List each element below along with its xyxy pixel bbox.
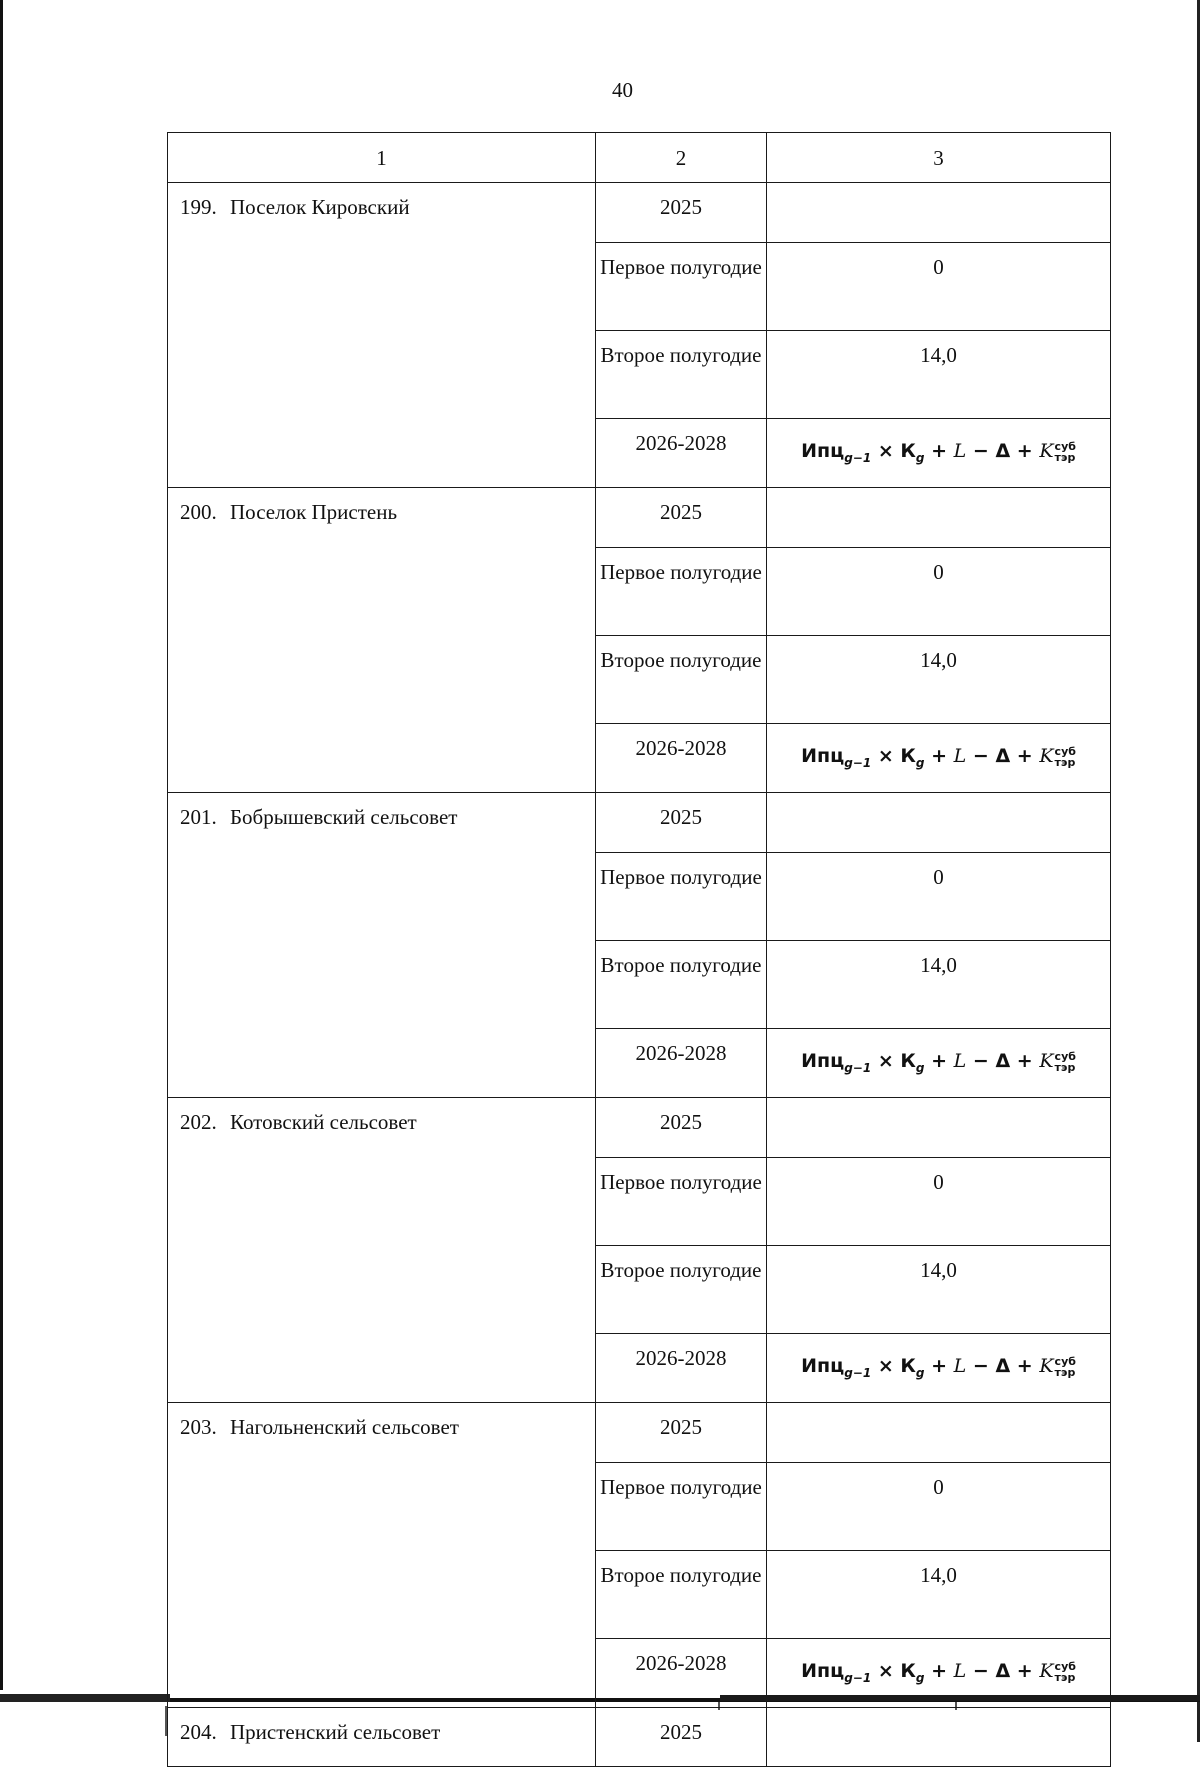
period-cell: 2025: [596, 1403, 767, 1463]
formula-delta: Δ: [995, 1355, 1011, 1377]
formula-plus: +: [931, 745, 948, 767]
formula-k: К: [900, 1660, 916, 1682]
formula-plus: +: [1016, 1050, 1033, 1072]
formula-times: ×: [877, 745, 894, 767]
period-cell: 2026-2028: [596, 724, 767, 793]
value-cell: [767, 793, 1111, 853]
table-row: [168, 183, 1111, 243]
formula-cell: [767, 1639, 1111, 1708]
formula-base: Ипц: [801, 1660, 845, 1682]
formula-times: ×: [877, 1050, 894, 1072]
formula-plus: +: [931, 1660, 948, 1682]
header-cell-2: 2: [596, 133, 767, 183]
formula-supsub: [1055, 1661, 1076, 1683]
row-number: 199.: [180, 195, 217, 219]
formula-kk: K: [1039, 440, 1054, 462]
formula-kk: K: [1039, 1050, 1054, 1072]
formula-minus: −: [972, 440, 989, 462]
value-cell: 0: [767, 243, 1111, 331]
formula-kk: K: [1039, 1355, 1054, 1377]
value-cell: 14,0: [767, 1246, 1111, 1334]
period-cell: Второе полугодие: [596, 1551, 767, 1639]
settlement-cell: [168, 793, 596, 1098]
table-row: [168, 488, 1111, 548]
formula-base: Ипц: [801, 745, 845, 767]
value-cell: 0: [767, 1158, 1111, 1246]
tariff-formula: [801, 742, 1076, 777]
value-cell: 14,0: [767, 331, 1111, 419]
period-cell: 2026-2028: [596, 1029, 767, 1098]
period-cell: 2026-2028: [596, 419, 767, 488]
formula-minus: −: [972, 1050, 989, 1072]
formula-base: Ипц: [801, 440, 845, 462]
formula-supsub: [1055, 441, 1076, 463]
formula-minus: −: [972, 745, 989, 767]
formula-l: L: [953, 1050, 967, 1072]
period-cell: 2025: [596, 1098, 767, 1158]
formula-cell: [767, 419, 1111, 488]
formula-times: ×: [877, 440, 894, 462]
formula-l: L: [953, 745, 967, 767]
settlement-name: Нагольненский сельсовет: [230, 1415, 459, 1439]
formula-l: L: [953, 440, 967, 462]
row-number: 203.: [180, 1415, 217, 1439]
formula-times: ×: [877, 1660, 894, 1682]
formula-sub: g: [915, 755, 925, 770]
formula-times: ×: [877, 1355, 894, 1377]
formula-plus: +: [1016, 745, 1033, 767]
table-row: [168, 1403, 1111, 1463]
formula-sub: g: [915, 1670, 925, 1685]
formula-cell: [767, 1029, 1111, 1098]
value-cell: 0: [767, 1463, 1111, 1551]
formula-supsub: [1055, 1051, 1076, 1073]
formula-delta: Δ: [995, 1660, 1011, 1682]
header-cell-1: 1: [168, 133, 596, 183]
formula-minus: −: [972, 1355, 989, 1377]
tariff-formula: [801, 1352, 1076, 1387]
formula-sub: тэр: [1054, 1365, 1076, 1379]
value-cell: [767, 1403, 1111, 1463]
header-cell-3: 3: [767, 133, 1111, 183]
formula-cell: [767, 724, 1111, 793]
formula-sub: тэр: [1054, 450, 1076, 464]
formula-delta: Δ: [995, 1050, 1011, 1072]
scan-left-edge: [0, 0, 3, 1690]
row-number: 200.: [180, 500, 217, 524]
table-row: [168, 1708, 1111, 1767]
formula-l: L: [953, 1660, 967, 1682]
period-cell: 2025: [596, 1708, 767, 1767]
period-cell: Первое полугодие: [596, 243, 767, 331]
formula-base: Ипц: [801, 1050, 845, 1072]
formula-plus: +: [1016, 1660, 1033, 1682]
formula-sub: тэр: [1054, 1670, 1076, 1684]
period-cell: Второе полугодие: [596, 1246, 767, 1334]
formula-plus: +: [931, 1355, 948, 1377]
formula-plus: +: [931, 1050, 948, 1072]
formula-cell: [767, 1334, 1111, 1403]
period-cell: Первое полугодие: [596, 853, 767, 941]
row-number: 202.: [180, 1110, 217, 1134]
period-cell: 2025: [596, 793, 767, 853]
formula-k: К: [900, 1050, 916, 1072]
settlement-name: Пристенский сельсовет: [230, 1720, 441, 1744]
settlement-name: Бобрышевский сельсовет: [230, 805, 458, 829]
formula-sub: g: [915, 1365, 925, 1380]
period-cell: Второе полугодие: [596, 941, 767, 1029]
settlement-name: Котовский сельсовет: [230, 1110, 417, 1134]
data-table: [167, 132, 1111, 1767]
table-row: [168, 793, 1111, 853]
tariff-formula: [801, 437, 1076, 472]
formula-plus: +: [1016, 1355, 1033, 1377]
formula-sub: тэр: [1054, 755, 1076, 769]
formula-kk: K: [1039, 1660, 1054, 1682]
value-cell: 14,0: [767, 1551, 1111, 1639]
value-cell: 0: [767, 853, 1111, 941]
table-header-row: [168, 133, 1111, 183]
settlement-cell: [168, 1098, 596, 1403]
period-cell: 2025: [596, 488, 767, 548]
formula-supsub: [1055, 1356, 1076, 1378]
row-number: 201.: [180, 805, 217, 829]
formula-base: Ипц: [801, 1355, 845, 1377]
formula-sub: g−1: [844, 1060, 872, 1075]
page-number: 40: [612, 78, 633, 102]
settlement-cell: [168, 1403, 596, 1708]
period-cell: 2025: [596, 183, 767, 243]
period-cell: Первое полугодие: [596, 548, 767, 636]
formula-sup: суб: [1054, 1354, 1076, 1368]
formula-supsub: [1055, 746, 1076, 768]
formula-sup: суб: [1054, 744, 1076, 758]
formula-delta: Δ: [995, 440, 1011, 462]
value-cell: [767, 1098, 1111, 1158]
settlement-cell: [168, 488, 596, 793]
period-cell: Первое полугодие: [596, 1158, 767, 1246]
formula-sub: g: [915, 1060, 925, 1075]
value-cell: 0: [767, 548, 1111, 636]
settlement-name: Поселок Пристень: [230, 500, 398, 524]
value-cell: 14,0: [767, 636, 1111, 724]
formula-sub: g−1: [844, 755, 872, 770]
settlement-cell: [168, 183, 596, 488]
period-cell: Первое полугодие: [596, 1463, 767, 1551]
value-cell: [767, 1708, 1111, 1767]
formula-plus: +: [931, 440, 948, 462]
formula-sup: суб: [1054, 1049, 1076, 1063]
period-cell: 2026-2028: [596, 1334, 767, 1403]
period-cell: 2026-2028: [596, 1639, 767, 1708]
formula-k: К: [900, 440, 916, 462]
formula-minus: −: [972, 1660, 989, 1682]
formula-sub: g−1: [844, 1670, 872, 1685]
period-cell: Второе полугодие: [596, 331, 767, 419]
table-row: [168, 1098, 1111, 1158]
tariff-formula: [801, 1657, 1076, 1692]
formula-sup: суб: [1054, 1659, 1076, 1673]
formula-sub: g: [915, 450, 925, 465]
formula-l: L: [953, 1355, 967, 1377]
formula-sub: g−1: [844, 1365, 872, 1380]
formula-sub: тэр: [1054, 1060, 1076, 1074]
tariff-formula: [801, 1047, 1076, 1082]
settlement-name: Поселок Кировский: [230, 195, 410, 219]
period-cell: Второе полугодие: [596, 636, 767, 724]
value-cell: [767, 183, 1111, 243]
formula-sup: суб: [1054, 439, 1076, 453]
scan-bottom-rule-left: [0, 1694, 170, 1702]
value-cell: [767, 488, 1111, 548]
formula-sub: g−1: [844, 450, 872, 465]
formula-k: К: [900, 1355, 916, 1377]
row-number: 204.: [180, 1720, 217, 1744]
formula-delta: Δ: [995, 745, 1011, 767]
formula-plus: +: [1016, 440, 1033, 462]
settlement-cell: [168, 1708, 596, 1767]
formula-k: К: [900, 745, 916, 767]
formula-kk: K: [1039, 745, 1054, 767]
value-cell: 14,0: [767, 941, 1111, 1029]
